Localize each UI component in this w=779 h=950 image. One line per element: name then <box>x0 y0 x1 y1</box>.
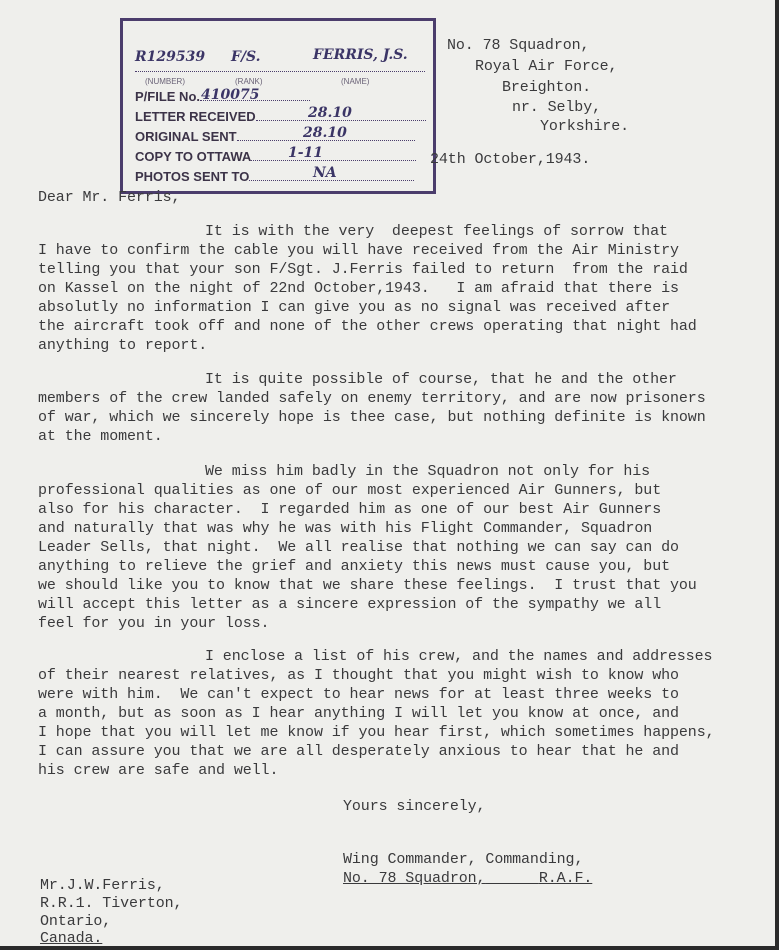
original-sent-value: 28.10 <box>303 125 347 141</box>
signature-force: R.A.F. <box>538 870 593 887</box>
body-line: I enclose a list of his crew, and the names and addresses <box>205 648 713 665</box>
copy-ottawa-value: 1-11 <box>288 145 324 161</box>
address-line: Breighton. <box>502 79 592 96</box>
stamp-number: R129539 <box>135 49 206 65</box>
number-label: (NUMBER) <box>145 77 185 86</box>
scan-border-right <box>775 0 779 950</box>
body-line: telling you that your son F/Sgt. J.Ferris failed to return from the raid <box>38 261 688 278</box>
letter-received-value: 28.10 <box>308 105 352 121</box>
salutation: Dear Mr. Ferris, <box>38 189 181 206</box>
body-line: were with him. We can't expect to hear news for at least three weeks to <box>38 686 679 703</box>
body-line: feel for you in your loss. <box>38 615 270 632</box>
copy-ottawa-dots <box>251 160 416 161</box>
body-line: It is quite possible of course, that he and the other <box>205 371 677 388</box>
copy-ottawa-label: COPY TO OTTAWA <box>135 149 252 164</box>
signature-title: Wing Commander, Commanding, <box>343 851 584 868</box>
body-line: of war, which we sincerely hope is thee case, but nothing definite is known <box>38 409 706 426</box>
body-line: of their nearest relatives, as I thought that you might wish to know who <box>38 667 679 684</box>
pfile-value: 410075 <box>201 87 260 103</box>
body-line: anything to report. <box>38 337 208 354</box>
body-line: Leader Sells, that night. We all realise that nothing we can say can do <box>38 539 679 556</box>
pfile-label: P/FILE No. <box>135 89 200 104</box>
rank-label: (RANK) <box>235 77 263 86</box>
stamp-dotted-line <box>135 71 425 72</box>
signature-unit: No. 78 Squadron, <box>343 870 486 887</box>
body-line: on Kassel on the night of 22nd October,1943. I am afraid that there is <box>38 280 679 297</box>
body-line: members of the crew landed safely on enemy territory, and are now prisoners <box>38 390 706 407</box>
body-line: and naturally that was why he was with his Flight Commander, Squadron <box>38 520 653 537</box>
body-line: his crew are safe and well. <box>38 762 279 779</box>
body-line: anything to relieve the grief and anxiety this news must cause you, but <box>38 558 671 575</box>
body-line: at the moment. <box>38 428 163 445</box>
photos-sent-value: NA <box>313 165 337 181</box>
body-line: I have to confirm the cable you will have received from the Air Ministry <box>38 242 679 259</box>
body-line: will accept this letter as a sincere expression of the sympathy we all <box>38 596 662 613</box>
photos-sent-label: PHOTOS SENT TO <box>135 169 250 184</box>
recipient-line: R.R.1. Tiverton, <box>40 895 183 912</box>
records-stamp <box>120 18 436 194</box>
body-line: I hope that you will let me know if you hear first, which sometimes happens, <box>38 724 715 741</box>
letter-received-label: LETTER RECEIVED <box>135 109 256 124</box>
address-line: Royal Air Force, <box>475 58 618 75</box>
body-line: a month, but as soon as I hear anything I will let you know at once, and <box>38 705 679 722</box>
scan-border-bottom <box>0 946 779 950</box>
stamp-rank: F/S. <box>231 49 261 65</box>
recipient-line: Mr.J.W.Ferris, <box>40 877 165 894</box>
recipient-line: Ontario, <box>40 913 112 930</box>
copy-ottawa-row <box>135 149 416 164</box>
body-line: we should like you to know that we share these feelings. I trust that you <box>38 577 697 594</box>
recipient-line: Canada. <box>40 930 103 947</box>
address-line: Yorkshire. <box>540 118 630 135</box>
stamp-name: FERRIS, J.S. <box>313 47 408 63</box>
address-line: nr. Selby, <box>512 99 602 116</box>
body-line: We miss him badly in the Squadron not only for his <box>205 463 651 480</box>
closing: Yours sincerely, <box>343 798 486 815</box>
body-line: also for his character. I regarded him as one of our best Air Gunners <box>38 501 662 518</box>
body-line: It is with the very deepest feelings of sorrow that <box>205 223 668 240</box>
name-label: (NAME) <box>341 77 370 86</box>
address-line: No. 78 Squadron, <box>447 37 590 54</box>
letter-date: 24th October,1943. <box>430 151 591 168</box>
photos-sent-row <box>135 169 414 184</box>
signature-unit-line <box>343 869 592 888</box>
letter-received-row <box>135 109 426 124</box>
body-line: the aircraft took off and none of the other crews operating that night had <box>38 318 697 335</box>
body-line: absolutly no information I can give you as no signal was received after <box>38 299 671 316</box>
body-line: professional qualities as one of our most experienced Air Gunners, but <box>38 482 662 499</box>
original-sent-row <box>135 129 415 144</box>
original-sent-label: ORIGINAL SENT <box>135 129 237 144</box>
body-line: I can assure you that we are all desperately anxious to hear that he and <box>38 743 679 760</box>
